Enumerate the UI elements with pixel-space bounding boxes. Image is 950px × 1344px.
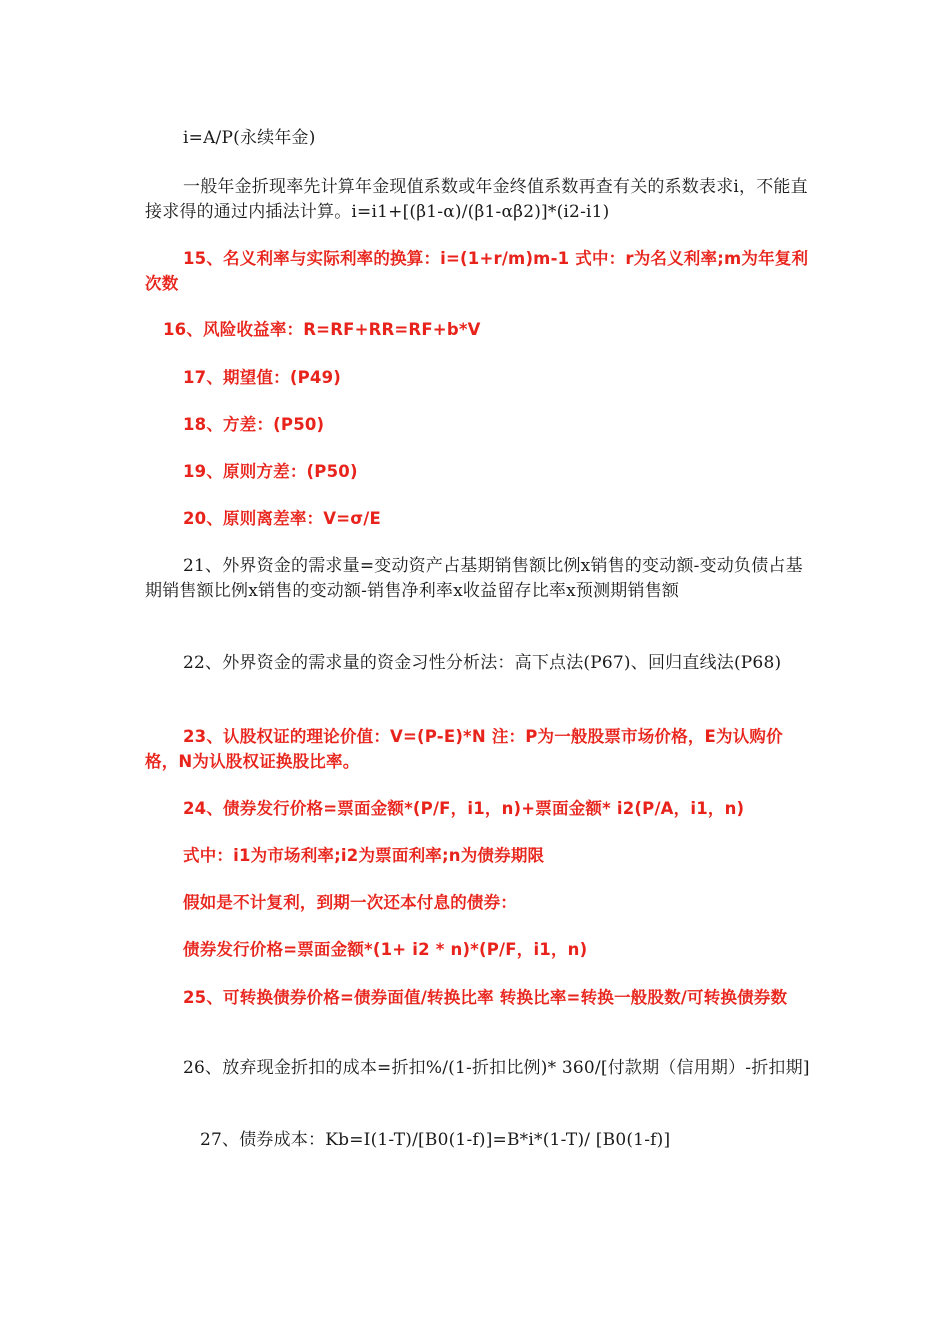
paragraph-19-std-deviation: 19、原则方差：(P50): [183, 462, 358, 481]
paragraph-24-bond-price: 24、债券发行价格=票面金额*(P/F，i1，n)+票面金额* i2(P/A，i1，n): [183, 799, 745, 818]
paragraph-24-where: 式中：i1为市场利率;i2为票面利率;n为债券期限: [183, 846, 545, 865]
paragraph-25-convertible-bond: 25、可转换债券价格=债券面值/转换比率 转换比率=转换一般股数/可转换债券数: [183, 988, 788, 1007]
paragraph-20-coefficient-variation: 20、原则离差率：V=σ/E: [183, 509, 382, 528]
paragraph-perpetuity: i=A/P(永续年金): [183, 128, 316, 148]
paragraph-24-simple-interest: 假如是不计复利，到期一次还本付息的债券：: [183, 893, 517, 912]
paragraph-17-expected-value: 17、期望值：(P49): [183, 368, 341, 387]
paragraph-26-discount-cost: 26、放弃现金折扣的成本=折扣%/(1-折扣比例)* 360/[付款期（信用期）-折扣期]: [183, 1058, 810, 1078]
paragraph-22-funding-analysis: 22、外界资金的需求量的资金习性分析法：高下点法(P67)、回归直线法(P68): [183, 653, 782, 673]
paragraph-15-nominal-rate: 15、名义利率与实际利率的换算：i=(1+r/m)m-1 式中：r为名义利率;m为年复利次数: [145, 249, 809, 293]
paragraph-18-variance: 18、方差：(P50): [183, 415, 325, 434]
paragraph-23-warrant-value: 23、认股权证的理论价值：V=(P-E)*N 注：P为一般股票市场价格，E为认购价格，N为认股权证换股比率。: [145, 727, 783, 771]
paragraph-27-bond-cost: 27、债券成本：Kb=I(1-T)/[B0(1-f)]=B*i*(1-T)/ [B0(1-f)]: [200, 1130, 671, 1150]
paragraph-16-risk-return: 16、风险收益率：R=RF+RR=RF+b*V: [163, 320, 481, 339]
paragraph-21-external-funding: 21、外界资金的需求量=变动资产占基期销售额比例x销售的变动额-变动负债占基期销售额比例x销售的变动额-销售净利率x收益留存比率x预测期销售额: [145, 556, 803, 601]
paragraph-annuity-discount-rate: 一般年金折现率先计算年金现值系数或年金终值系数再查有关的系数表求i，不能直接求得的通过内插法计算。i=i1+[(β1-α)/(β1-αβ2)]*(i2-i1): [145, 177, 808, 222]
paragraph-24-simple-price: 债券发行价格=票面金额*(1+ i2 * n)*(P/F，i1，n): [183, 940, 588, 959]
